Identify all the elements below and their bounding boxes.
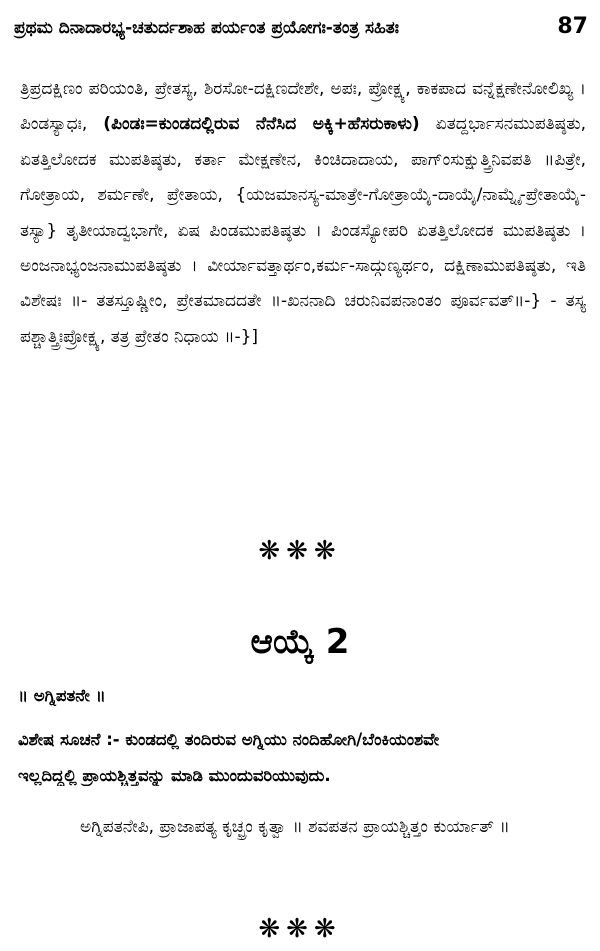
ornament-divider-bottom: ❋❋❋ — [258, 914, 342, 944]
running-title: ಪ್ರಥಮ ದಿನಾದಾರಭ್ಯ-ಚತುರ್ದಶಾಹ ಪರ್ಯಂತ ಪ್ರಯೋಗಃ-ತಂತ್ರ ಸಹಿತಃ — [14, 18, 399, 38]
page-number: 87 — [557, 14, 588, 39]
running-header — [14, 14, 588, 39]
paragraph-part-1: ತ್ರಿಪ್ರದಕ್ಷಿಣಂ ಪರಿಯಂತಿ, ಪ್ರೇತಸ್ಯ, ಶಿರಸೋ-ದಕ್ಷಿಣದೇಶೇ, ಅಪಃ, ಪ್ರೋಕ್ಷ್ಯ, ಕಾಕಪಾದ ವನ್ನೆಕ್ಷಣೇನೋಲಿಖ್ಯ । ಪಿಂಡಸ್ಯಾಧಃ, — [20, 79, 586, 135]
paragraph-part-2: ಏತದ್ದರ್ಭಾಸನಮುಪತಿಷ್ಠತು, ಏತತ್ತಿಲೋದಕ ಮುಪತಿಷ್ಠತು, ಕರ್ತಾ ಮೇಕ್ಷಣೇನ, ಕಿಂಚಿದಾದಾಯ, ಪಾಗ್ಂಸುಕ್ಷುತ್ತ್ರಿನಿವಪತಿ ॥ಪಿತ್ರೇ, ಗೋತ್ರಾಯ, ಶರ್ಮಣೇ, ಪ್ರೇತಾಯ, {ಯಜಮಾನಸ್ಯ-ಮಾತ್ರೇ-ಗೋತ್ರಾಯೈ-ದಾಯೈ/ನಾಮ್ನೈ-ಪ್ರೇತಾಯೈ-ತಸ್ಯಾ} ತೃತೀಯಾದ್ವಭಾಗೇ, ಏಷ ಪಿಂಡಮುಪತಿಷ್ಠತು । ಪಿಂಡಸ್ಯೋಪರಿ ಏತತ್ತಿಲೋದಕ ಮುಪತಿಷ್ಠತು । ಅಂಜನಾಭ್ಯಂಜನಾಮುಪತಿಷ್ಠತು । ವೀರ್ಯಾವತ್ತಾರ್ಥಂ,ಕರ್ಮ-ಸಾದ್ಗುಣ್ಯರ್ಥಂ, ದಕ್ಷಿಣಾಮುಪತಿಷ್ಠತು, ಇತಿ ವಿಶೇಷಃ ॥- ತತಸ್ತೂಷ್ಣೀಂ, ಪ್ರೇತಮಾದದತೇ ॥-ಖನನಾದಿ ಚರುನಿವಪನಾಂತಂ ಪೂರ್ವವತ್॥-} - ತಸ್ಯ ಪಶ್ಚಾತ್ತ್ರಿಃಪ್ರೋಕ್ಷ್ಯ, ತತ್ರ ಪ್ರೇತಂ ನಿಧಾಯ ॥-}] — [20, 114, 587, 347]
section-title: ಆಯ್ಕೆ 2 — [250, 622, 350, 662]
main-paragraph — [20, 72, 586, 355]
section-subheading: ॥ ಅಗ್ನಿಪತನೇ ॥ — [18, 686, 106, 705]
bold-note: (ಪಿಂಡಃ=ಕುಂಡದಲ್ಲಿರುವ ನೆನೆಸಿದ ಅಕ್ಕಿ+ಹೆಸರುಕಾಳು) — [103, 114, 420, 135]
special-note-line-2: ಇಲ್ಲದಿದ್ದಲ್ಲಿ ಪ್ರಾಯಶ್ಚಿತ್ತವನ್ನು ಮಾಡಿ ಮುಂದುವರಿಯುವುದು. — [18, 766, 331, 785]
section-paragraph: ಅಗ್ನಿಪತನೇಪಿ, ಪ್ರಾಜಾಪತ್ಯ ಕೃಚ್ಛ್ರಂ ಕೃತ್ವಾ ॥ ಶವಪತನ ಪ್ರಾಯಶ್ಚಿತ್ತಂ ಕುರ್ಯಾತ್ ॥ — [80, 817, 510, 837]
ornament-divider: ❋❋❋ — [258, 536, 342, 566]
special-note-line-1: ವಿಶೇಷ ಸೂಚನೆ :- ಕುಂಡದಲ್ಲಿ ತಂದಿರುವ ಅಗ್ನಿಯು ನಂದಿಹೋಗಿ/ಬೆಂಕಿಯಂಶವೇ — [18, 730, 440, 749]
